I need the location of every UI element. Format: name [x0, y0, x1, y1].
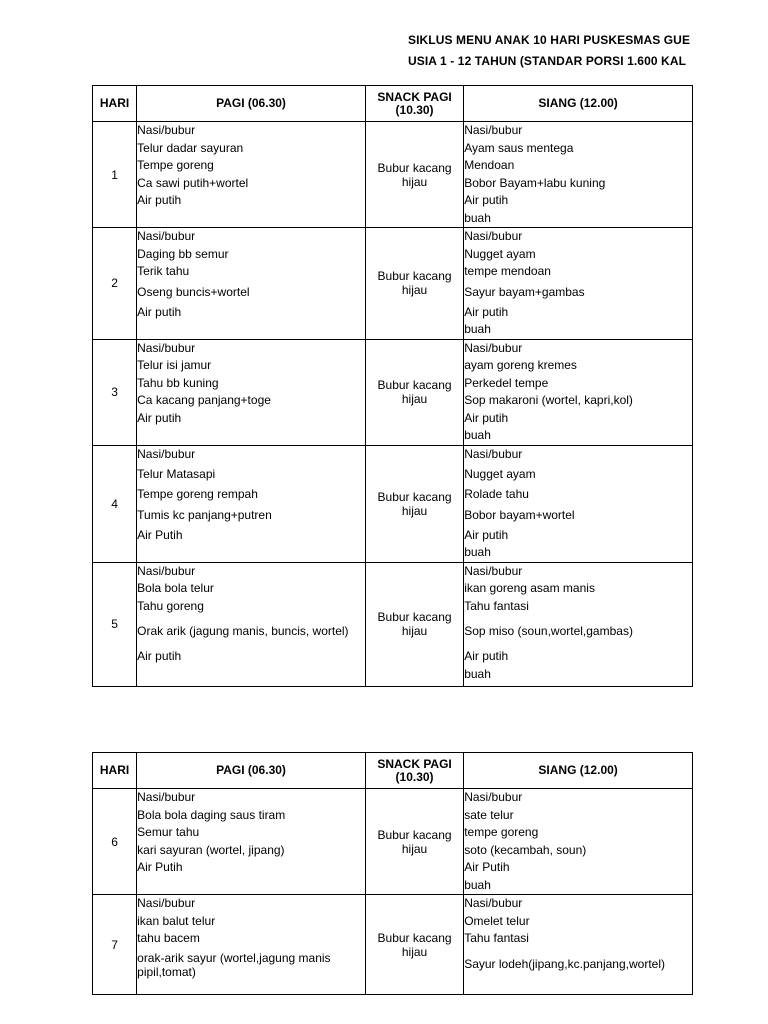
menu-item: Air putih: [137, 193, 182, 207]
siang-menu: [464, 562, 693, 686]
menu-item: Nasi/bubur: [137, 790, 196, 804]
siang-menu: [464, 445, 693, 562]
pagi-menu: [137, 895, 366, 995]
document-title: [408, 30, 768, 72]
menu-item: Nasi/bubur: [464, 340, 523, 355]
snack-menu: Bubur kacang hijau: [365, 562, 463, 686]
siang-menu: [464, 895, 693, 995]
title-line-2: USIA 1 - 12 TAHUN (STANDAR PORSI 1.600 KAL: [408, 54, 687, 68]
menu-item: Air putih: [464, 410, 509, 425]
menu-item: buah: [464, 210, 491, 225]
menu-item: Air Putih: [464, 860, 510, 874]
menu-item: tempe goreng: [464, 825, 539, 839]
menu-item: Tahu goreng: [137, 598, 204, 613]
table-row: [93, 122, 693, 228]
title-line-1: SIKLUS MENU ANAK 10 HARI PUSKESMAS GUE: [408, 33, 691, 47]
menu-item: Nasi/bubur: [137, 896, 196, 910]
menu-item: Sop miso (soun,wortel,gambas): [464, 624, 633, 638]
menu-item: Nasi/bubur: [137, 229, 196, 243]
menu-item: Ca sawi putih+wortel: [137, 175, 249, 190]
menu-item: Tahu fantasi: [464, 598, 529, 613]
menu-table-2: [92, 752, 693, 995]
day-number: 2: [93, 228, 137, 340]
pagi-menu: [137, 122, 366, 228]
menu-item: Orak arik (jagung manis, buncis, wortel): [137, 624, 349, 638]
menu-item: Air putih: [464, 527, 509, 542]
menu-item: Air putih: [464, 649, 509, 663]
menu-item: Air Putih: [137, 527, 183, 542]
menu-item: Nasi/bubur: [137, 563, 196, 578]
menu-item: ikan balut telur: [137, 913, 216, 928]
menu-item: Telur isi jamur: [137, 358, 212, 372]
pagi-menu: [137, 445, 366, 562]
col-header-hari: HARI: [93, 753, 137, 789]
menu-item: Bobor bayam+wortel: [464, 507, 575, 522]
table-header-row: [93, 753, 693, 789]
table-row: [93, 228, 693, 340]
menu-item: ikan goreng asam manis: [464, 581, 595, 595]
menu-item: Nasi/bubur: [464, 896, 523, 910]
day-number: 4: [93, 445, 137, 562]
menu-item: orak-arik sayur (wortel,jagung manis pipil,tomat): [137, 950, 331, 979]
menu-item: kari sayuran (wortel, jipang): [137, 842, 285, 857]
menu-item: Mendoan: [464, 158, 515, 172]
menu-item: Bola bola daging saus tiram: [137, 807, 286, 822]
col-header-siang: SIANG (12.00): [464, 86, 693, 122]
col-header-pagi: PAGI (06.30): [137, 753, 366, 789]
siang-menu: [464, 789, 693, 895]
menu-item: buah: [464, 545, 491, 559]
day-number: 6: [93, 789, 137, 895]
menu-item: Air putih: [464, 193, 509, 207]
menu-item: Air putih: [137, 304, 182, 319]
menu-item: Rolade tahu: [464, 487, 529, 501]
menu-item: Nasi/bubur: [137, 123, 196, 137]
menu-item: Nasi/bubur: [464, 446, 523, 461]
menu-item: Oseng buncis+wortel: [137, 284, 250, 299]
menu-item: Bola bola telur: [137, 581, 214, 595]
col-header-snack: SNACK PAGI (10.30): [365, 86, 463, 122]
menu-item: Ca kacang panjang+toge: [137, 393, 271, 407]
menu-item: Nasi/bubur: [137, 446, 196, 461]
menu-item: Air putih: [137, 410, 182, 425]
menu-item: tempe mendoan: [464, 264, 551, 278]
pagi-menu: [137, 562, 366, 686]
menu-item: Perkedel tempe: [464, 375, 549, 390]
table-header-row: [93, 86, 693, 122]
snack-menu: Bubur kacang hijau: [365, 122, 463, 228]
menu-item: Omelet telur: [464, 913, 530, 928]
menu-item: sate telur: [464, 807, 514, 822]
siang-menu: [464, 339, 693, 445]
snack-menu: Bubur kacang hijau: [365, 445, 463, 562]
menu-item: Tumis kc panjang+putren: [137, 507, 272, 522]
menu-item: Telur dadar sayuran: [137, 140, 244, 155]
menu-item: Nasi/bubur: [464, 123, 523, 137]
siang-menu: [464, 228, 693, 340]
menu-item: Nasi/bubur: [137, 340, 196, 355]
menu-item: Sop makaroni (wortel, kapri,kol): [464, 393, 633, 407]
menu-item: Ayam saus mentega: [464, 140, 574, 155]
menu-item: Air putih: [137, 649, 182, 663]
menu-item: Tempe goreng: [137, 158, 214, 172]
menu-item: Air putih: [464, 304, 509, 319]
day-number: 7: [93, 895, 137, 995]
table-row: [93, 445, 693, 562]
pagi-menu: [137, 228, 366, 340]
snack-menu: Bubur kacang hijau: [365, 228, 463, 340]
menu-item: buah: [464, 666, 491, 681]
menu-item: Tahu fantasi: [464, 931, 529, 945]
table-row: [93, 562, 693, 686]
table-row: [93, 339, 693, 445]
col-header-pagi: PAGI (06.30): [137, 86, 366, 122]
menu-item: soto (kecambah, soun): [464, 842, 587, 857]
snack-menu: Bubur kacang hijau: [365, 895, 463, 995]
menu-item: Nasi/bubur: [464, 229, 523, 243]
menu-item: Tempe goreng rempah: [137, 487, 258, 501]
menu-item: Daging bb semur: [137, 246, 229, 261]
menu-item: Air Putih: [137, 860, 183, 874]
pagi-menu: [137, 789, 366, 895]
menu-item: Sayur bayam+gambas: [464, 284, 585, 299]
menu-item: Telur Matasapi: [137, 467, 216, 481]
menu-item: Nugget ayam: [464, 467, 536, 481]
day-number: 3: [93, 339, 137, 445]
pagi-menu: [137, 339, 366, 445]
snack-menu: Bubur kacang hijau: [365, 339, 463, 445]
table-row: [93, 789, 693, 895]
menu-item: Tahu bb kuning: [137, 375, 219, 390]
menu-item: buah: [464, 877, 491, 892]
day-number: 5: [93, 562, 137, 686]
menu-item: ayam goreng kremes: [464, 358, 577, 372]
col-header-snack: SNACK PAGI (10.30): [365, 753, 463, 789]
menu-item: Sayur lodeh(jipang,kc.panjang,wortel): [464, 956, 665, 971]
menu-item: Nasi/bubur: [464, 790, 523, 804]
siang-menu: [464, 122, 693, 228]
menu-item: buah: [464, 428, 491, 442]
snack-menu: Bubur kacang hijau: [365, 789, 463, 895]
table-row: [93, 895, 693, 995]
col-header-siang: SIANG (12.00): [464, 753, 693, 789]
col-header-hari: HARI: [93, 86, 137, 122]
menu-item: Nugget ayam: [464, 246, 536, 261]
menu-item: Bobor Bayam+labu kuning: [464, 175, 606, 190]
menu-item: Nasi/bubur: [464, 563, 523, 578]
menu-item: tahu bacem: [137, 931, 200, 945]
menu-item: Semur tahu: [137, 825, 200, 839]
menu-table-1: [92, 85, 693, 687]
menu-item: Terik tahu: [137, 264, 190, 278]
menu-item: buah: [464, 322, 491, 336]
day-number: 1: [93, 122, 137, 228]
